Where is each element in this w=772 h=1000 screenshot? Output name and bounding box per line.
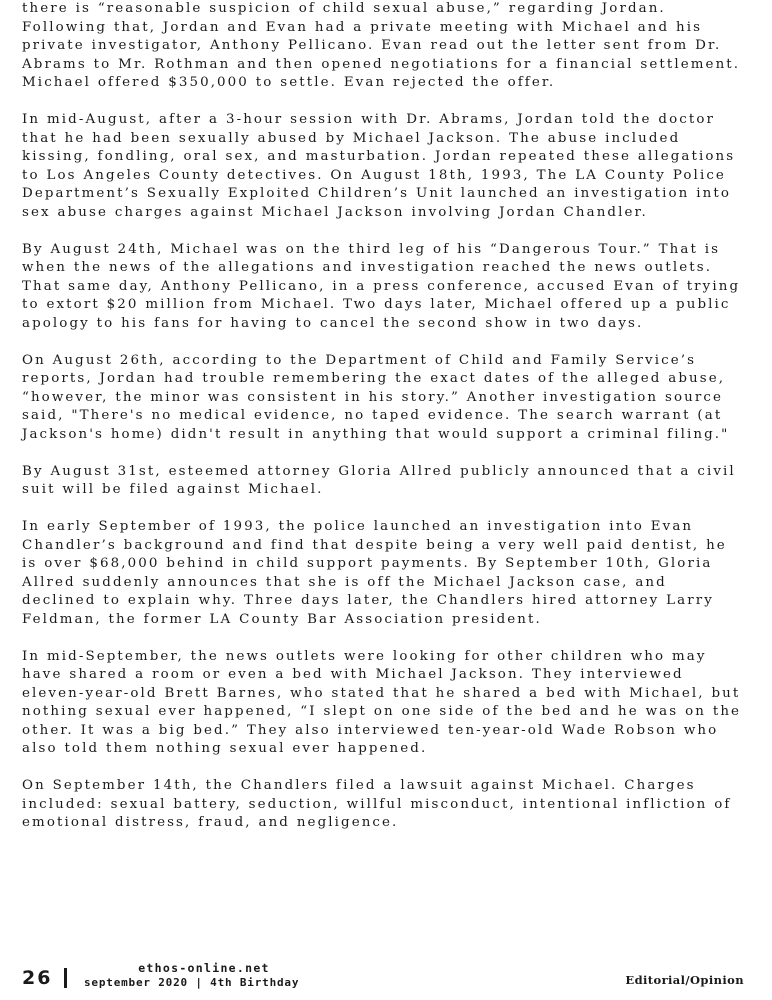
article-paragraph: In early September of 1993, the police launched an investigation into Evan Chandler’s background and find that despite being a very well paid dentist, he is over $68,000 behind in child support payments. By September 10th, Gloria Allred suddenly announces that she is off the Michael Jackson case, and declined to explain why. Three days later, the Chandlers hired attorney Larry Feldman, the former LA County Bar Association president. (22, 519, 727, 627)
publication-issue: september 2020 | 4th Birthday (84, 976, 300, 989)
article-paragraph: In mid-September, the news outlets were looking for other children who may have shared a room or even a bed with Michael Jackson. They interviewed eleven-year-old Brett Barnes, who stated that he shared a bed with Michael, but nothing sexual ever happened, “I slept on one side of the bed and he was on the other. It was a big bed.” They also interviewed ten-year-old Wade Robson who also told them nothing sexual ever happened. (22, 648, 742, 756)
article-body (22, 0, 742, 851)
article-paragraph: By August 31st, esteemed attorney Gloria Allred publicly announced that a civil suit will be filed against Michael. (22, 463, 736, 497)
footer-divider (64, 968, 67, 988)
article-paragraph: On August 26th, according to the Department of Child and Family Service’s reports, Jordan had trouble remembering the exact dates of the alleged abuse, “however, the minor was consistent in his story.” Another investigation source said, "There's no medical evidence, no taped evidence. The search warrant (at Jackson's home) didn't result in anything that would support a criminal filing." (22, 352, 730, 442)
publication-site: ethos-online.net (138, 961, 270, 975)
article-paragraph: By August 24th, Michael was on the third leg of his “Dangerous Tour.” That is when the news of the allegations and investigation reached the news outlets. That same day, Anthony Pellicano, in a press conference, accused Evan of trying to extort $20 million from Michael. Two days later, Michael offered up a public apology to his fans for having to cancel the second show in two days. (22, 241, 741, 331)
article-paragraph: there is “reasonable suspicion of child sexual abuse,” regarding Jordan. Following that, Jordan and Evan had a private meeting with Michael and his private investigator, Anthony Pellicano. Evan read out the letter sent from Dr. Abrams to Mr. Rothman and then opened negotiations for a financial settlement. Michael offered $350,000 to settle. Evan rejected the offer. (22, 1, 741, 90)
section-label: Editorial/Opinion (625, 973, 744, 987)
article-paragraph: In mid-August, after a 3-hour session with Dr. Abrams, Jordan told the doctor that he had been sexually abused by Michael Jackson. The abuse included kissing, fondling, oral sex, and masturbation. Jordan repeated these allegations to Los Angeles County detectives. On August 18th, 1993, The LA County Police Department’s Sexually Exploited Children’s Unit launched an investigation into sex abuse charges against Michael Jackson involving Jordan Chandler. (22, 112, 736, 220)
article-paragraph: On September 14th, the Chandlers filed a lawsuit against Michael. Charges included: sexual battery, seduction, willful misconduct, intentional infliction of emotional distress, fraud, and negligence. (22, 778, 732, 830)
page-number: 26 (22, 967, 53, 989)
page-footer (22, 958, 744, 994)
